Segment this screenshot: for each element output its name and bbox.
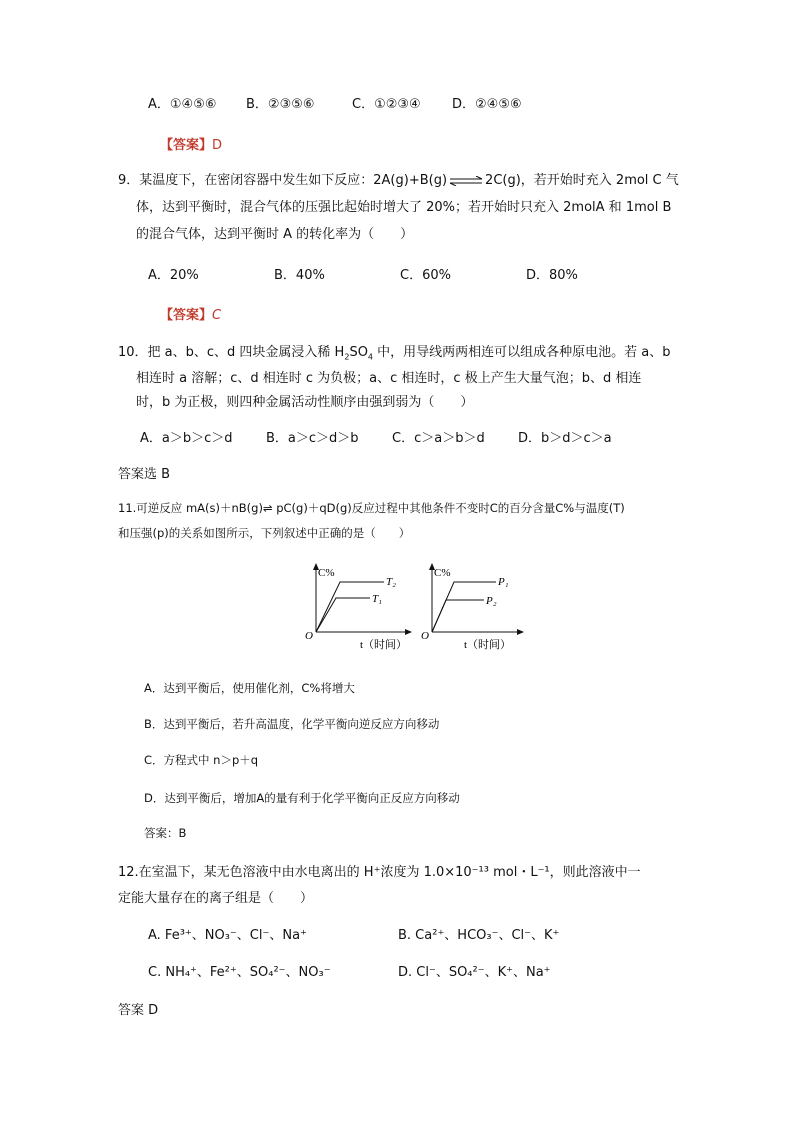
- curve-upper-label: T₂: [386, 576, 396, 588]
- q10-answer: 答案选 B: [118, 467, 171, 482]
- curve-lower-label: P₂: [486, 595, 497, 607]
- q8-answer-value: D: [212, 138, 223, 153]
- q9-text-post: 2C(g)，若开始时充入 2mol C 气: [485, 173, 679, 188]
- q9-option-a: A．20%: [148, 268, 199, 283]
- q9-answer: [160, 307, 221, 325]
- q10-option-b: B．a＞c＞d＞b: [266, 431, 359, 446]
- q10-text-mid: SO: [349, 345, 368, 360]
- q12-line-2: 定能大量存在的离子组是（ ）: [118, 891, 314, 906]
- q9-answer-value: C: [212, 308, 222, 323]
- q10-sub-1: 2: [344, 352, 350, 362]
- curve-lower: [432, 600, 484, 632]
- x-axis-label: t（时间）: [464, 639, 512, 651]
- q9-line-1: [118, 172, 679, 190]
- q12-answer: 答案 D: [118, 1003, 159, 1018]
- x-axis-arrow: [405, 629, 412, 635]
- q9-answer-tag: 【答案】: [160, 308, 213, 323]
- x-axis-label: t（时间）: [360, 639, 408, 651]
- q11-line-2: 和压强(p)的关系如图所示，下列叙述中正确的是（ ）: [118, 526, 411, 540]
- q10-text-post: 中，用导线两两相连可以组成各种原电池。若 a、b: [373, 345, 671, 360]
- q11-line-1: 11.可逆反应 mA(s)＋nB(g)⇌ pC(g)＋qD(g)反应过程中其他条件不变时C的百分含量C%与温度(T): [118, 501, 625, 515]
- q8-option-b: B．②③⑤⑥: [246, 97, 315, 112]
- q10-sub-2: 4: [367, 352, 374, 362]
- x-axis-arrow: [517, 629, 524, 635]
- q12-line-1: 12.在室温下，某无色溶液中由水电离出的 H⁺浓度为 1.0×10⁻¹³ mol・L⁻¹，则此溶液中一: [118, 865, 641, 880]
- q8-option-d: D．②④⑤⑥: [452, 97, 522, 112]
- q11-option-b: B．达到平衡后，若升高温度，化学平衡向逆反应方向移动: [144, 717, 440, 731]
- q9-text-pre: 9．某温度下，在密闭容器中发生如下反应：2A(g)+B(g): [118, 173, 448, 188]
- curve-upper: [316, 582, 384, 632]
- q10-option-d: D．b＞d＞c＞a: [518, 431, 612, 446]
- q8-option-a: A．①④⑤⑥: [148, 97, 217, 112]
- q10-line-2: 相连时 a 溶解；c、d 相连时 c 为负极；a、c 相连时，c 极上产生大量气泡；b、d 相连: [136, 371, 642, 386]
- q10-option-c: C．c＞a＞b＞d: [392, 431, 485, 446]
- graph-temperature: [300, 562, 420, 654]
- y-axis-label: C%: [318, 567, 335, 579]
- graph-pressure: [416, 562, 536, 654]
- q10-option-a: A．a＞b＞c＞d: [140, 431, 233, 446]
- q11-option-a: A．达到平衡后，使用催化剂，C%将增大: [144, 681, 355, 695]
- q9-line-2: 体，达到平衡时，混合气体的压强比起始时增大了 20%；若开始时只充入 2molA 和 1mol B: [136, 200, 672, 215]
- q9-option-c: C．60%: [400, 268, 451, 283]
- q8-answer: [160, 137, 222, 155]
- q11-answer: 答案：B: [144, 826, 187, 840]
- q10-text-pre: 10．把 a、b、c、d 四块金属浸入稀 H: [118, 345, 345, 360]
- curve-upper: [432, 582, 496, 632]
- q9-option-b: B．40%: [274, 268, 325, 283]
- q8-option-c: C．①②③④: [352, 97, 421, 112]
- q10-line-1: [118, 344, 671, 367]
- curve-upper-label: P₁: [498, 576, 509, 588]
- q12-option-a: A. Fe³⁺、NO₃⁻、Cl⁻、Na⁺: [148, 928, 307, 943]
- q12-option-d: D. Cl⁻、SO₄²⁻、K⁺、Na⁺: [398, 965, 551, 980]
- q12-option-b: B. Ca²⁺、HCO₃⁻、Cl⁻、K⁺: [398, 928, 560, 943]
- q12-option-c: C. NH₄⁺、Fe²⁺、SO₄²⁻、NO₃⁻: [148, 965, 331, 980]
- q10-line-3: 时，b 为正极，则四种金属活动性顺序由强到弱为（ ）: [136, 395, 474, 410]
- q9-line-3: 的混合气体，达到平衡时 A 的转化率为（ ）: [136, 227, 414, 242]
- origin-label: O: [305, 630, 313, 642]
- q9-option-d: D．80%: [526, 268, 578, 283]
- q11-option-d: D．达到平衡后，增加A的量有利于化学平衡向正反应方向移动: [144, 791, 460, 805]
- equilibrium-arrow-icon: [448, 176, 484, 186]
- y-axis-label: C%: [434, 567, 451, 579]
- curve-lower-label: T₁: [372, 593, 382, 605]
- q11-option-c: C．方程式中 n＞p＋q: [144, 753, 259, 767]
- origin-label: O: [421, 630, 429, 642]
- q8-answer-tag: 【答案】: [160, 138, 213, 153]
